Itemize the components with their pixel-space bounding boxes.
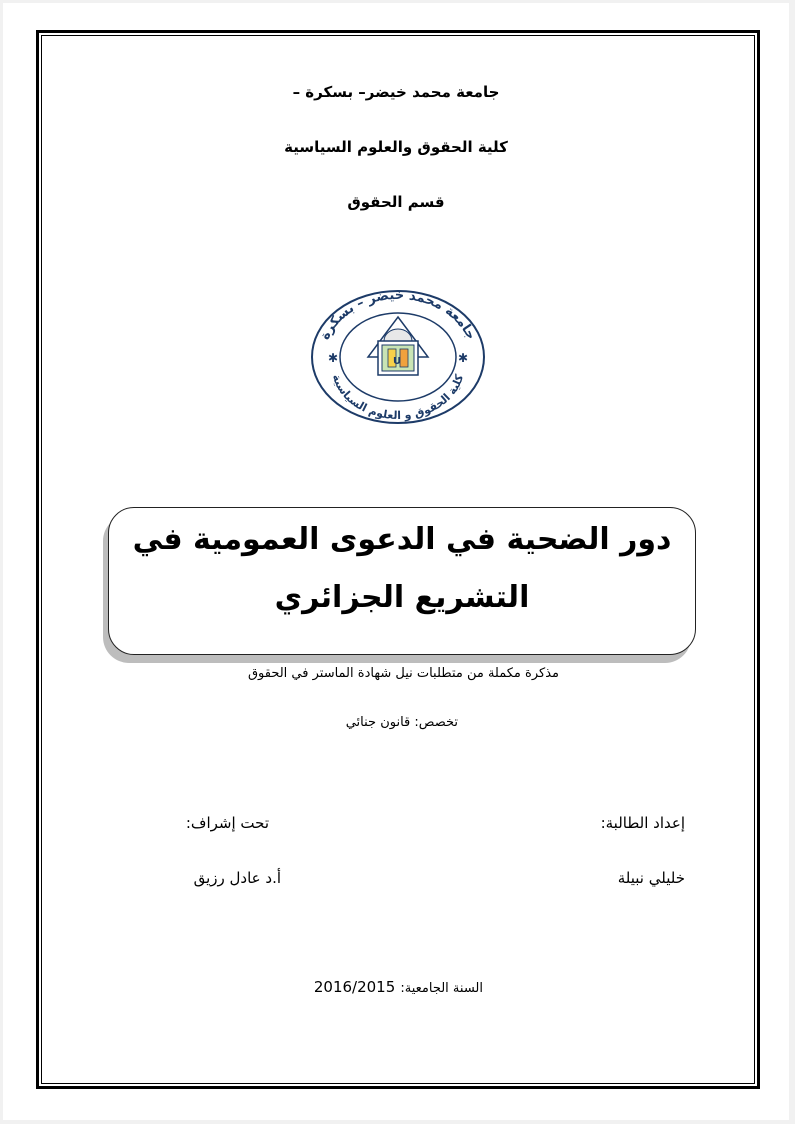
faculty-name: كلية الحقوق والعلوم السياسية: [284, 138, 508, 156]
thesis-subtitle: مذكرة مكملة من متطلبات نيل شهادة الماستر في الحقوق: [247, 666, 559, 681]
document-page: [3, 3, 789, 1120]
title-box: [108, 507, 696, 655]
svg-text:U: U: [393, 356, 402, 367]
svg-text:✱: ✱: [458, 351, 469, 365]
academic-year-label: السنة الجامعية:: [400, 981, 483, 996]
title-line-2: التشريع الجزائري: [274, 580, 530, 615]
svg-text:✱: ✱: [328, 351, 339, 365]
university-name: جامعة محمد خيضر– بسكرة –: [292, 83, 500, 101]
academic-year-value: 2016/2015: [313, 978, 396, 996]
svg-text:كلية الحقوق و العلوم السياسية: كلية الحقوق و العلوم السياسية: [329, 372, 467, 423]
academic-year: [314, 977, 483, 996]
specialty: تخصص: قانون جنائي: [345, 715, 458, 730]
title-line-1: دور الضحية في الدعوى العمومية في: [132, 522, 672, 557]
supervisor-label: تحت إشراف:: [185, 814, 269, 832]
supervisor-name: أ.د عادل رزيق: [193, 869, 281, 887]
svg-text:جامعة محمد خيضر – بسكرة: جامعة محمد خيضر – بسكرة: [317, 289, 479, 343]
student-name: خليلي نبيلة: [617, 869, 685, 887]
department-name: قسم الحقوق: [347, 193, 445, 211]
university-seal-icon: [310, 289, 486, 425]
student-label: إعداد الطالبة:: [600, 814, 685, 832]
